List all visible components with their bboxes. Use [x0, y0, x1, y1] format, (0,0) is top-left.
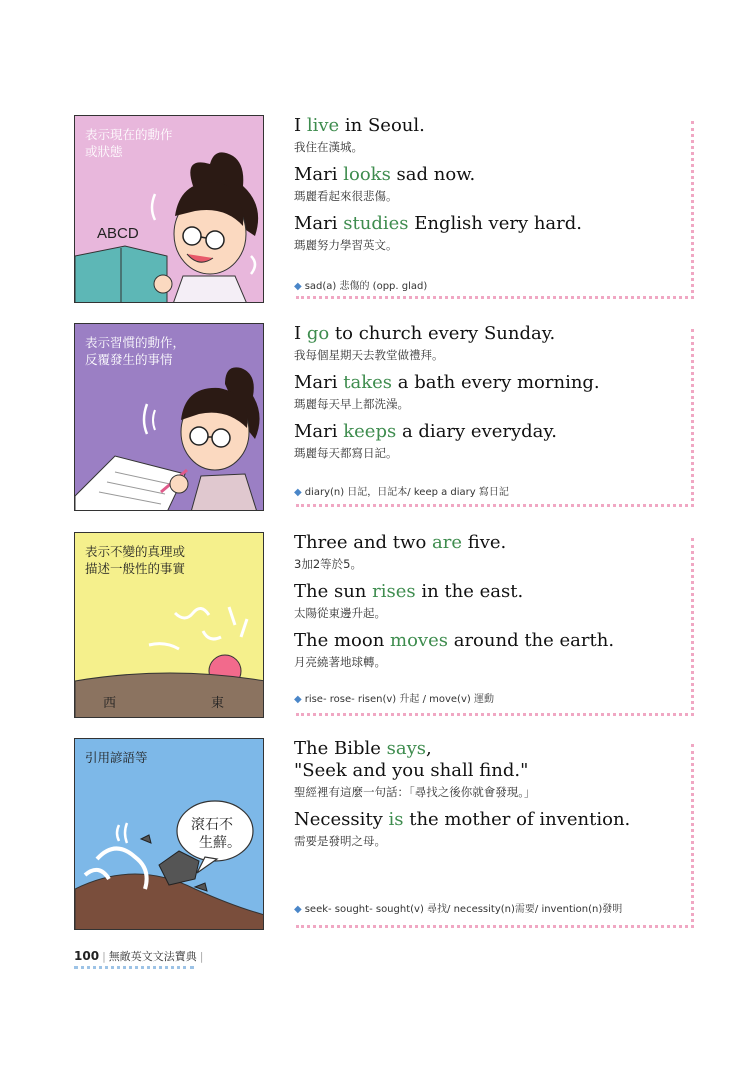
section-present-action [74, 115, 694, 305]
verb-highlight: live [306, 115, 340, 136]
diamond-bullet-icon: ◆ [294, 487, 302, 498]
chinese-translation: 聖經裡有這麼一句話：「尋找之後你就會發現。」 [294, 785, 536, 799]
dotted-border [691, 329, 694, 501]
cartoon-panel-reading [74, 115, 264, 303]
example-sentence: Mari keeps a diary everyday. [294, 421, 557, 442]
example-sentence: Mari looks sad now. [294, 164, 476, 185]
west-label: 西 [103, 696, 117, 711]
chinese-translation: 太陽從東邊升起。 [294, 606, 386, 620]
chinese-translation: 瑪麗看起來很悲傷。 [294, 189, 398, 203]
example-sentence: Mari takes a bath every morning. [294, 372, 600, 393]
east-label: 東 [211, 696, 225, 711]
example-sentence: I go to church every Sunday. [294, 323, 556, 344]
speech-bubble-line2: 生蘚。 [199, 835, 241, 851]
chinese-translation: 瑪麗每天都寫日記。 [294, 446, 398, 460]
vocab-note: ◆ diary(n) 日記，日記本/ keep a diary 寫日記 [294, 487, 509, 498]
dotted-border [691, 744, 694, 922]
example-sentence: Mari studies English very hard. [294, 213, 583, 234]
vocab-note: ◆ rise- rose- risen(v) 升起 / move(v) 運動 [294, 694, 494, 705]
divider: | [102, 950, 106, 963]
dotted-border [296, 504, 694, 507]
vocab-note: ◆ sad(a) 悲傷的 (opp. glad) [294, 281, 428, 292]
panel-caption: 表示習慣的動作， 反覆發生的事情 [85, 335, 186, 367]
section-proverbs [74, 738, 694, 934]
divider: | [199, 950, 204, 963]
dotted-border [296, 296, 694, 299]
panel-caption: 表示不變的真理或 描述一般性的事實 [85, 544, 186, 576]
verb-highlight: studies [343, 213, 409, 234]
example-sentences [294, 738, 689, 915]
chinese-translation: 我每個星期天去教堂做禮拜。 [294, 348, 444, 362]
chinese-translation: 3加2等於5。 [294, 557, 362, 571]
dotted-border [296, 713, 694, 716]
page-footer [74, 948, 207, 964]
example-sentence: The Bible says, "Seek and you shall find." [294, 738, 529, 781]
section-general-truth [74, 532, 694, 722]
verb-highlight: is [388, 809, 404, 830]
panel-caption: 引用諺語等 [85, 750, 148, 765]
verb-highlight: moves [390, 630, 448, 651]
verb-highlight: rises [372, 581, 416, 602]
dotted-border [296, 925, 694, 928]
chinese-translation: 瑪麗努力學習英文。 [294, 238, 398, 252]
diamond-bullet-icon: ◆ [294, 694, 302, 705]
example-sentences [294, 532, 689, 705]
example-sentence: I live in Seoul. [294, 115, 425, 136]
example-sentence: The moon moves around the earth. [294, 630, 615, 651]
verb-highlight: says [386, 738, 426, 759]
chinese-translation: 瑪麗每天早上都洗澡。 [294, 397, 409, 411]
dotted-border [691, 538, 694, 710]
verb-highlight: looks [343, 164, 391, 185]
section-habitual-action [74, 323, 694, 513]
cartoon-panel-writing [74, 323, 264, 511]
page-number: 100 [74, 949, 100, 963]
vocab-note: ◆ seek- sought- sought(v) 尋找/ necessity(n)需要/ invention(n)發明 [294, 904, 623, 915]
rolling-stone-illustration [75, 739, 264, 930]
footer-dotted-rule [74, 966, 194, 969]
book-title: 無敵英文文法寶典 [108, 950, 197, 963]
chinese-translation: 需要是發明之母。 [294, 834, 386, 848]
diamond-bullet-icon: ◆ [294, 281, 302, 292]
example-sentences [294, 323, 689, 498]
chinese-translation: 我住在漢城。 [294, 140, 363, 154]
diamond-bullet-icon: ◆ [294, 904, 302, 915]
verb-highlight: are [432, 532, 462, 553]
verb-highlight: takes [343, 372, 393, 393]
dotted-border [691, 121, 694, 293]
example-sentence: Three and two are five. [294, 532, 507, 553]
cartoon-panel-sunrise [74, 532, 264, 718]
example-sentence: Necessity is the mother of invention. [294, 809, 631, 830]
chinese-translation: 月亮繞著地球轉。 [294, 655, 386, 669]
speech-bubble-line1: 滾石不 [191, 817, 233, 833]
example-sentences [294, 115, 689, 292]
verb-highlight: keeps [343, 421, 397, 442]
verb-highlight: go [306, 323, 330, 344]
abcd-label: ABCD [97, 225, 139, 242]
example-sentence: The sun rises in the east. [294, 581, 524, 602]
panel-caption: 表示現在的動作 或狀態 [85, 127, 173, 159]
cartoon-panel-rolling-stone [74, 738, 264, 930]
